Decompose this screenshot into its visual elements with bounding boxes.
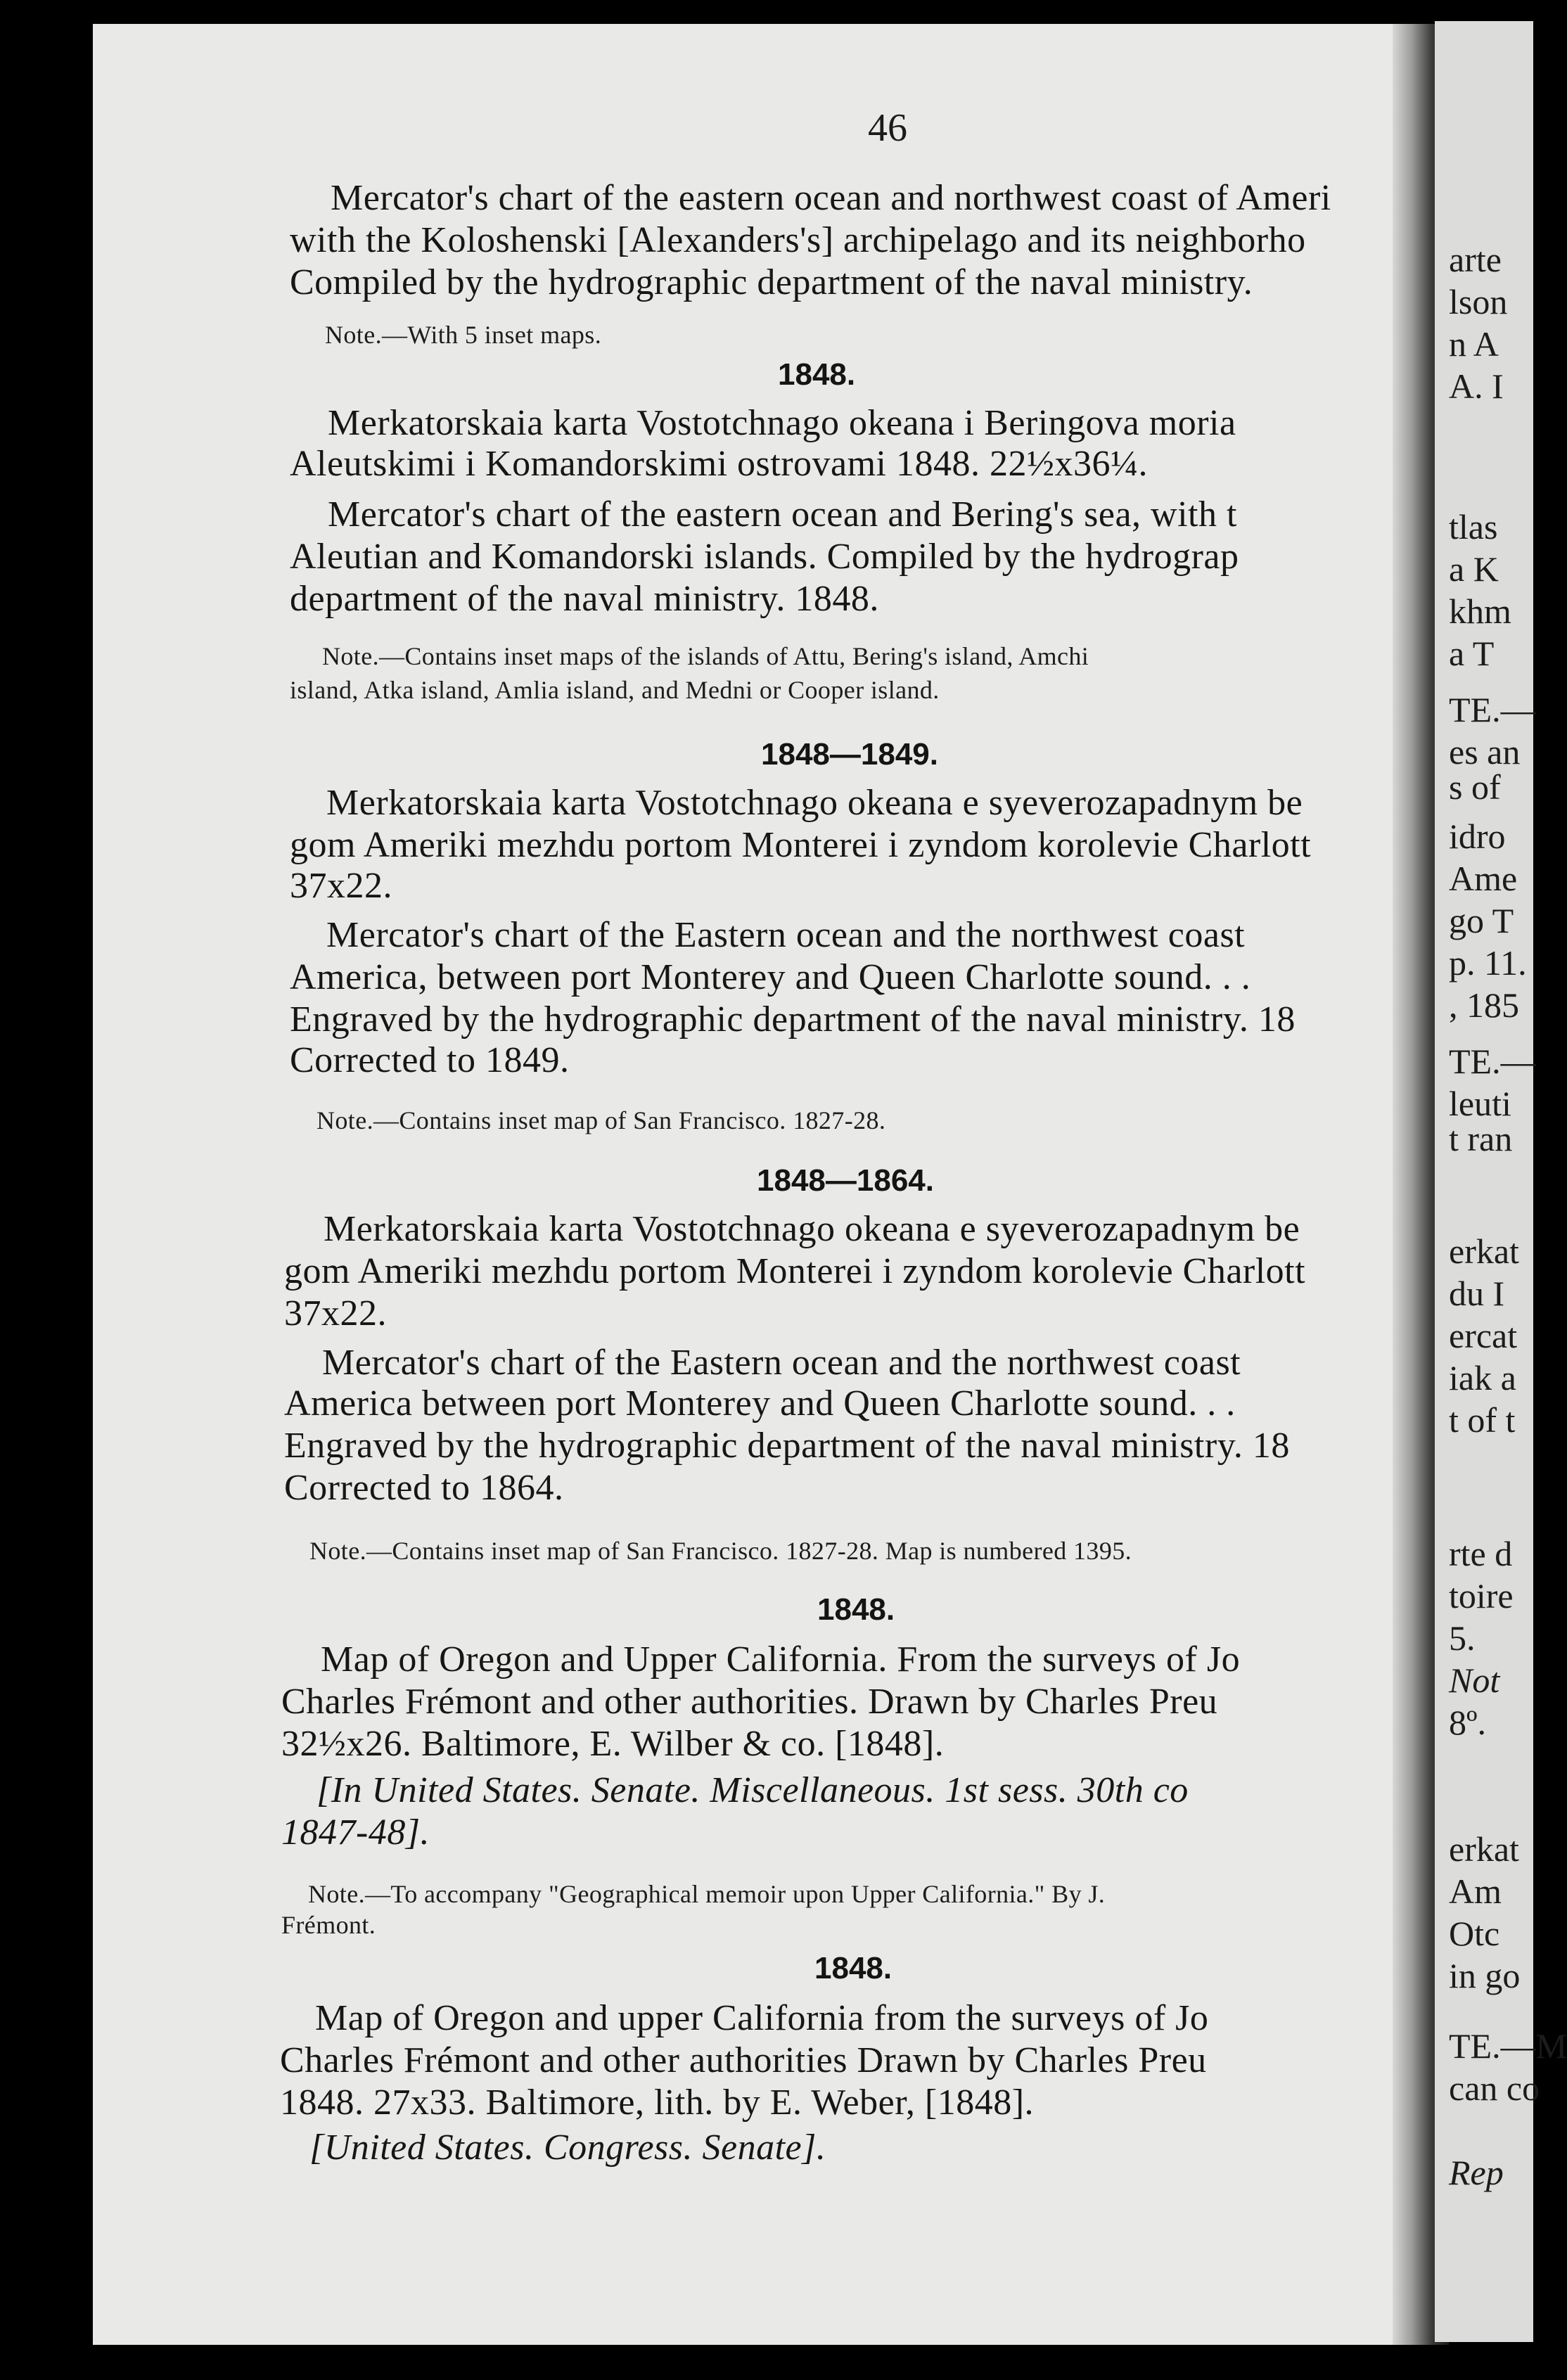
entry-line: America between port Monterey and Queen Charlotte sound. . . (284, 1383, 1236, 1423)
entry-line: Mercator's chart of the eastern ocean and Bering's sea, with t (328, 494, 1237, 535)
entry-line: Merkatorskaia karta Vostotchnago okeana e syeverozapadnym be (326, 783, 1303, 823)
facing-text: go T (1449, 901, 1514, 940)
facing-text: can co (1449, 2068, 1540, 2108)
entry-line: gom Ameriki mezhdu portom Monterei i zyndom korolevie Charlott (284, 1251, 1306, 1291)
facing-text: n A (1449, 324, 1499, 364)
entry-line: Aleutian and Komandorski islands. Compiled by the hydrograp (290, 537, 1239, 577)
facing-text: A. I (1449, 366, 1504, 406)
note-line: Note.—Contains inset map of San Francisco. 1827-28. Map is numbered 1395. (309, 1537, 1132, 1565)
entry-line: [United States. Congress. Senate]. (309, 2128, 826, 2168)
facing-text: t ran (1449, 1119, 1513, 1158)
entry-line: Mercator's chart of the eastern ocean and northwest coast of Ameri (331, 178, 1331, 218)
facing-text: khm (1449, 591, 1511, 631)
note-line: Note.—To accompany "Geographical memoir upon Upper California." By J. (308, 1880, 1106, 1908)
year-heading: 1848. (817, 1592, 895, 1627)
facing-text: idro (1449, 817, 1506, 856)
entry-line: department of the naval ministry. 1848. (290, 579, 879, 619)
facing-text: Ame (1449, 859, 1518, 898)
facing-text: s of (1449, 767, 1501, 807)
year-heading: 1848—1864. (757, 1163, 934, 1198)
facing-text: , 185 (1449, 985, 1519, 1025)
note-line: island, Atka island, Amlia island, and Medni or Cooper island. (290, 676, 940, 704)
facing-text: t of t (1449, 1400, 1516, 1440)
note-line: Note.—Contains inset map of San Francisco. 1827-28. (316, 1106, 886, 1134)
facing-text: arte (1449, 240, 1502, 279)
entry-line: Corrected to 1849. (290, 1040, 570, 1080)
entry-line: Mercator's chart of the Eastern ocean and the northwest coast (326, 915, 1246, 955)
year-heading: 1848—1849. (761, 737, 938, 772)
entry-line: Corrected to 1864. (284, 1468, 564, 1508)
facing-text: erkat (1449, 1231, 1519, 1271)
entry-line: Merkatorskaia karta Vostotchnago okeana i Beringova moria (328, 403, 1236, 443)
entry-line: 37x22. (290, 866, 392, 906)
facing-text: Otc (1449, 1914, 1500, 1953)
facing-text: Am (1449, 1872, 1502, 1911)
entry-line: Merkatorskaia karta Vostotchnago okeana e syeverozapadnym be (324, 1209, 1300, 1249)
entry-line: with the Koloshenski [Alexanders's] archipelago and its neighborho (290, 220, 1306, 260)
facing-text: erkat (1449, 1829, 1519, 1869)
facing-text: iak a (1449, 1358, 1516, 1397)
facing-text: a K (1449, 549, 1499, 589)
facing-text: 8º. (1449, 1703, 1487, 1742)
entry-line: Charles Frémont and other authorities. Drawn by Charles Preu (281, 1682, 1218, 1722)
facing-text: du I (1449, 1274, 1505, 1313)
facing-text: p. 11. (1449, 943, 1527, 983)
facing-text: TE.—M (1449, 2026, 1567, 2066)
facing-text: TE.— (1449, 690, 1536, 729)
facing-text: in go (1449, 1956, 1521, 1995)
entry-line: Charles Frémont and other authorities Drawn by Charles Preu (280, 2040, 1207, 2080)
facing-text: lson (1449, 282, 1508, 321)
entry-line: 1848. 27x33. Baltimore, lith. by E. Weber, [1848]. (280, 2082, 1035, 2123)
facing-text: Not (1449, 1661, 1500, 1700)
facing-text: a T (1449, 634, 1495, 673)
page-number: 46 (868, 106, 907, 150)
note-line: Note.—Contains inset maps of the islands of Attu, Bering's island, Amchi (322, 642, 1089, 670)
book-page (93, 24, 1415, 2345)
entry-line: Mercator's chart of the Eastern ocean and the northwest coast (322, 1343, 1241, 1383)
entry-line: 37x22. (284, 1293, 387, 1333)
note-line: Note.—With 5 inset maps. (325, 321, 602, 349)
note-line: Frémont. (281, 1911, 376, 1939)
facing-text: TE.— (1449, 1042, 1536, 1081)
entry-line: Engraved by the hydrographic department of the naval ministry. 18 (284, 1426, 1290, 1466)
entry-line: gom Ameriki mezhdu portom Monterei i zyndom korolevie Charlott (290, 825, 1312, 865)
facing-text: tlas (1449, 507, 1498, 546)
entry-line: [In United States. Senate. Miscellaneous. 1st sess. 30th co (316, 1770, 1189, 1810)
entry-line: 1847-48]. (281, 1812, 430, 1853)
facing-text: ercat (1449, 1316, 1518, 1355)
facing-text: toire (1449, 1576, 1514, 1616)
entry-line: Map of Oregon and upper California from the surveys of Jo (315, 1998, 1209, 2038)
entry-line: Map of Oregon and Upper California. From the surveys of Jo (321, 1639, 1241, 1680)
entry-line: Engraved by the hydrographic department of the naval ministry. 18 (290, 999, 1296, 1039)
facing-text: es an (1449, 732, 1521, 772)
facing-page-fragment (1435, 21, 1567, 2342)
year-heading: 1848. (814, 1951, 893, 1985)
year-heading: 1848. (778, 357, 856, 392)
entry-line: Aleutskimi i Komandorskimi ostrovami 1848. 22½x36¼. (290, 444, 1149, 484)
facing-text: leuti (1449, 1084, 1511, 1123)
facing-text: 5. (1449, 1618, 1476, 1658)
facing-text: Rep (1449, 2153, 1504, 2192)
entry-line: 32½x26. Baltimore, E. Wilber & co. [1848]. (281, 1724, 945, 1764)
entry-line: America, between port Monterey and Queen Charlotte sound. . . (290, 957, 1251, 997)
entry-line: Compiled by the hydrographic department of the naval ministry. (290, 262, 1253, 302)
facing-text: rte d (1449, 1534, 1513, 1573)
